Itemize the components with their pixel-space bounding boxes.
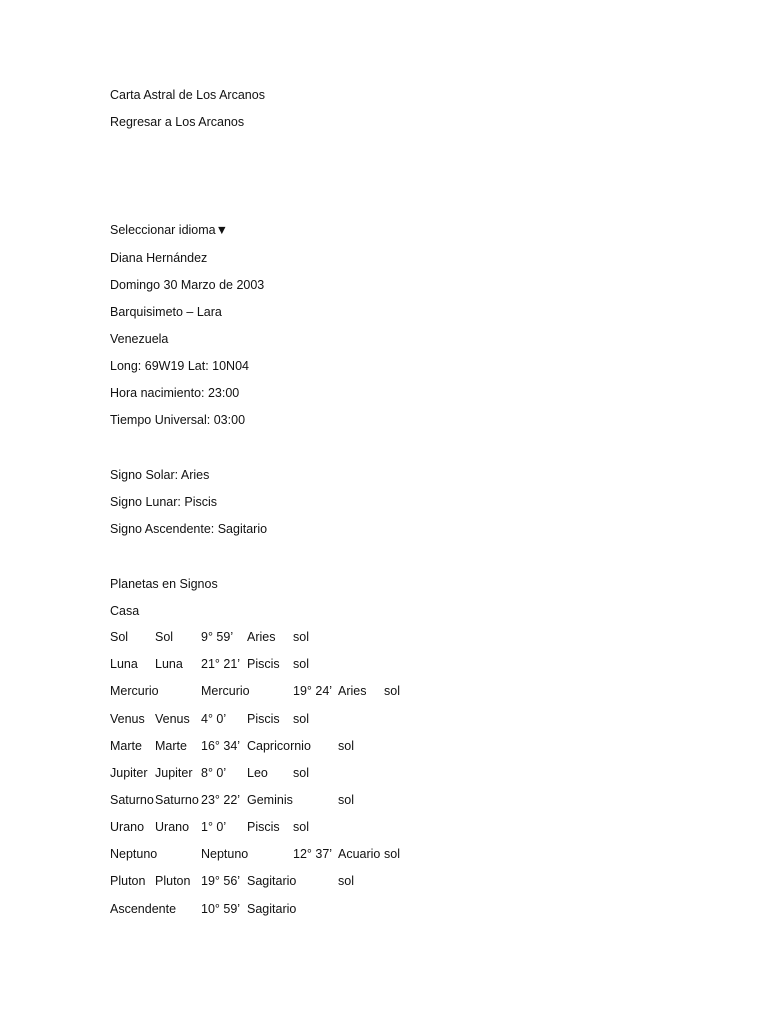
degree-cell: 1° 0’ (201, 820, 227, 834)
house-cell: sol (384, 684, 400, 698)
solar-sign: Signo Solar: Aries (110, 468, 210, 482)
degree-cell: 8° 0’ (201, 766, 227, 780)
planet-repeat-cell: Saturno (155, 793, 199, 807)
planet-row (0, 657, 768, 673)
degree-cell: 16° 34’ (201, 739, 241, 753)
planet-row (0, 874, 768, 890)
planet-row (0, 902, 768, 918)
planet-repeat-cell: Mercurio (201, 684, 250, 698)
house-cell: sol (293, 766, 309, 780)
degree-cell: 19° 24’ (293, 684, 333, 698)
degree-cell: 10° 59’ (201, 902, 241, 916)
sign-cell: Geminis (247, 793, 293, 807)
house-cell: sol (338, 793, 354, 807)
sign-cell: Leo (247, 766, 268, 780)
planet-cell: Luna (110, 657, 138, 671)
birth-country: Venezuela (110, 332, 169, 346)
planet-repeat-cell: Luna (155, 657, 183, 671)
planet-row (0, 847, 768, 863)
planet-cell: Marte (110, 739, 142, 753)
planet-cell: Urano (110, 820, 145, 834)
birth-date: Domingo 30 Marzo de 2003 (110, 278, 265, 292)
planet-cell: Jupiter (110, 766, 148, 780)
sign-cell: Piscis (247, 820, 280, 834)
universal-time: Tiempo Universal: 03:00 (110, 413, 246, 427)
sign-cell: Sagitario (247, 902, 297, 916)
planets-heading: Planetas en Signos (110, 577, 218, 591)
ascendant-label-cell: Ascendente (110, 902, 177, 916)
degree-cell: 19° 56’ (201, 874, 241, 888)
house-cell: sol (338, 739, 354, 753)
house-cell: sol (293, 712, 309, 726)
planet-row (0, 766, 768, 782)
page-title: Carta Astral de Los Arcanos (110, 88, 265, 102)
planet-repeat-cell: Pluton (155, 874, 191, 888)
degree-cell: 23° 22’ (201, 793, 241, 807)
planet-row (0, 793, 768, 809)
coordinates: Long: 69W19 Lat: 10N04 (110, 359, 249, 373)
planet-row (0, 630, 768, 646)
planet-repeat-cell: Marte (155, 739, 187, 753)
planet-repeat-cell: Urano (155, 820, 190, 834)
planet-repeat-cell: Venus (155, 712, 190, 726)
planet-cell: Pluton (110, 874, 146, 888)
sign-cell: Aries (247, 630, 276, 644)
planet-repeat-cell: Jupiter (155, 766, 193, 780)
planet-cell: Sol (110, 630, 129, 644)
house-heading: Casa (110, 604, 140, 618)
planet-row (0, 820, 768, 836)
house-cell: sol (338, 874, 354, 888)
planet-row (0, 712, 768, 728)
sign-cell: Sagitario (247, 874, 297, 888)
sign-cell: Aries (338, 684, 367, 698)
degree-cell: 4° 0’ (201, 712, 227, 726)
degree-cell: 9° 59’ (201, 630, 234, 644)
house-cell: sol (293, 820, 309, 834)
planet-repeat-cell: Neptuno (201, 847, 249, 861)
sign-cell: Acuario (338, 847, 381, 861)
degree-cell: 21° 21’ (201, 657, 241, 671)
house-cell: sol (384, 847, 400, 861)
back-link[interactable]: Regresar a Los Arcanos (110, 115, 245, 129)
house-cell: sol (293, 657, 309, 671)
planet-repeat-cell: Sol (155, 630, 174, 644)
person-name: Diana Hernández (110, 251, 208, 265)
planet-row (0, 684, 768, 700)
ascendant-sign: Signo Ascendente: Sagitario (110, 522, 268, 536)
lunar-sign: Signo Lunar: Piscis (110, 495, 218, 509)
degree-cell: 12° 37’ (293, 847, 333, 861)
planet-cell: Saturno (110, 793, 154, 807)
birth-city: Barquisimeto – Lara (110, 305, 222, 319)
sign-cell: Piscis (247, 712, 280, 726)
planet-cell: Mercurio (110, 684, 159, 698)
planet-row (0, 739, 768, 755)
sign-cell: Capricornio (247, 739, 311, 753)
birth-time: Hora nacimiento: 23:00 (110, 386, 240, 400)
sign-cell: Piscis (247, 657, 280, 671)
planet-cell: Venus (110, 712, 145, 726)
planet-cell: Neptuno (110, 847, 158, 861)
language-select[interactable]: Seleccionar idioma▼ (110, 223, 228, 237)
house-cell: sol (293, 630, 309, 644)
